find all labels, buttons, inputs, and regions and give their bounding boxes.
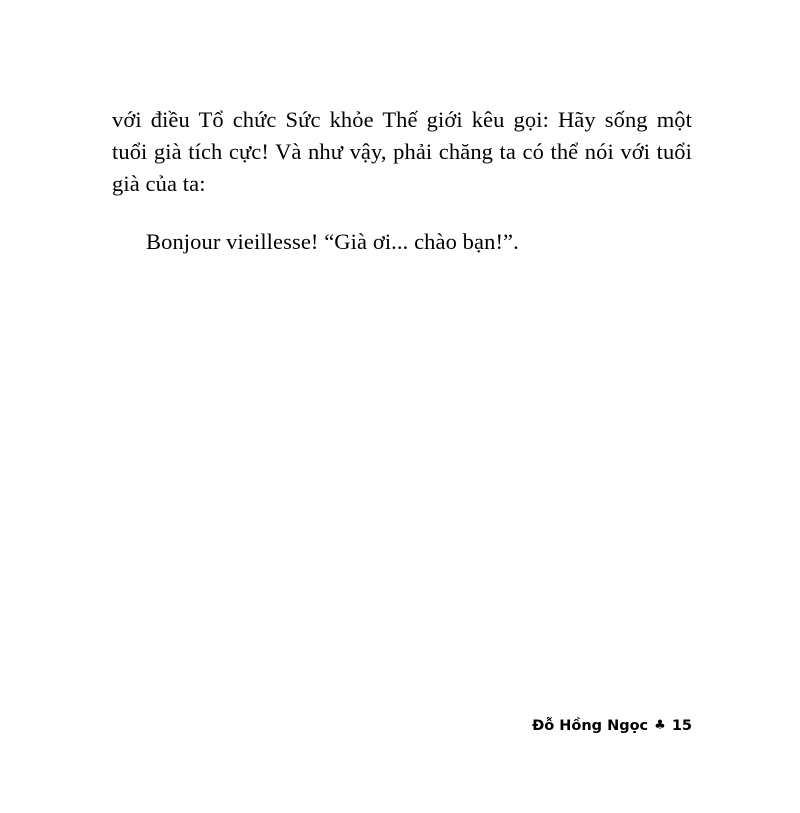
paragraph-2: Bonjour vieillesse! “Già ơi... chào bạn!”. xyxy=(146,229,519,254)
page-footer xyxy=(532,718,692,734)
page-number: 15 xyxy=(671,718,692,734)
footer-author: Đỗ Hồng Ngọc xyxy=(532,718,649,734)
paragraph-1: với điều Tổ chức Sức khỏe Thế giới kêu gọi: Hãy sống một tuổi già tích cực! Và như vậy, phải chăng ta có thể nói với tuổi già của ta: xyxy=(112,107,692,196)
page-body xyxy=(112,104,692,258)
club-ornament-icon: ♣ xyxy=(654,718,666,733)
